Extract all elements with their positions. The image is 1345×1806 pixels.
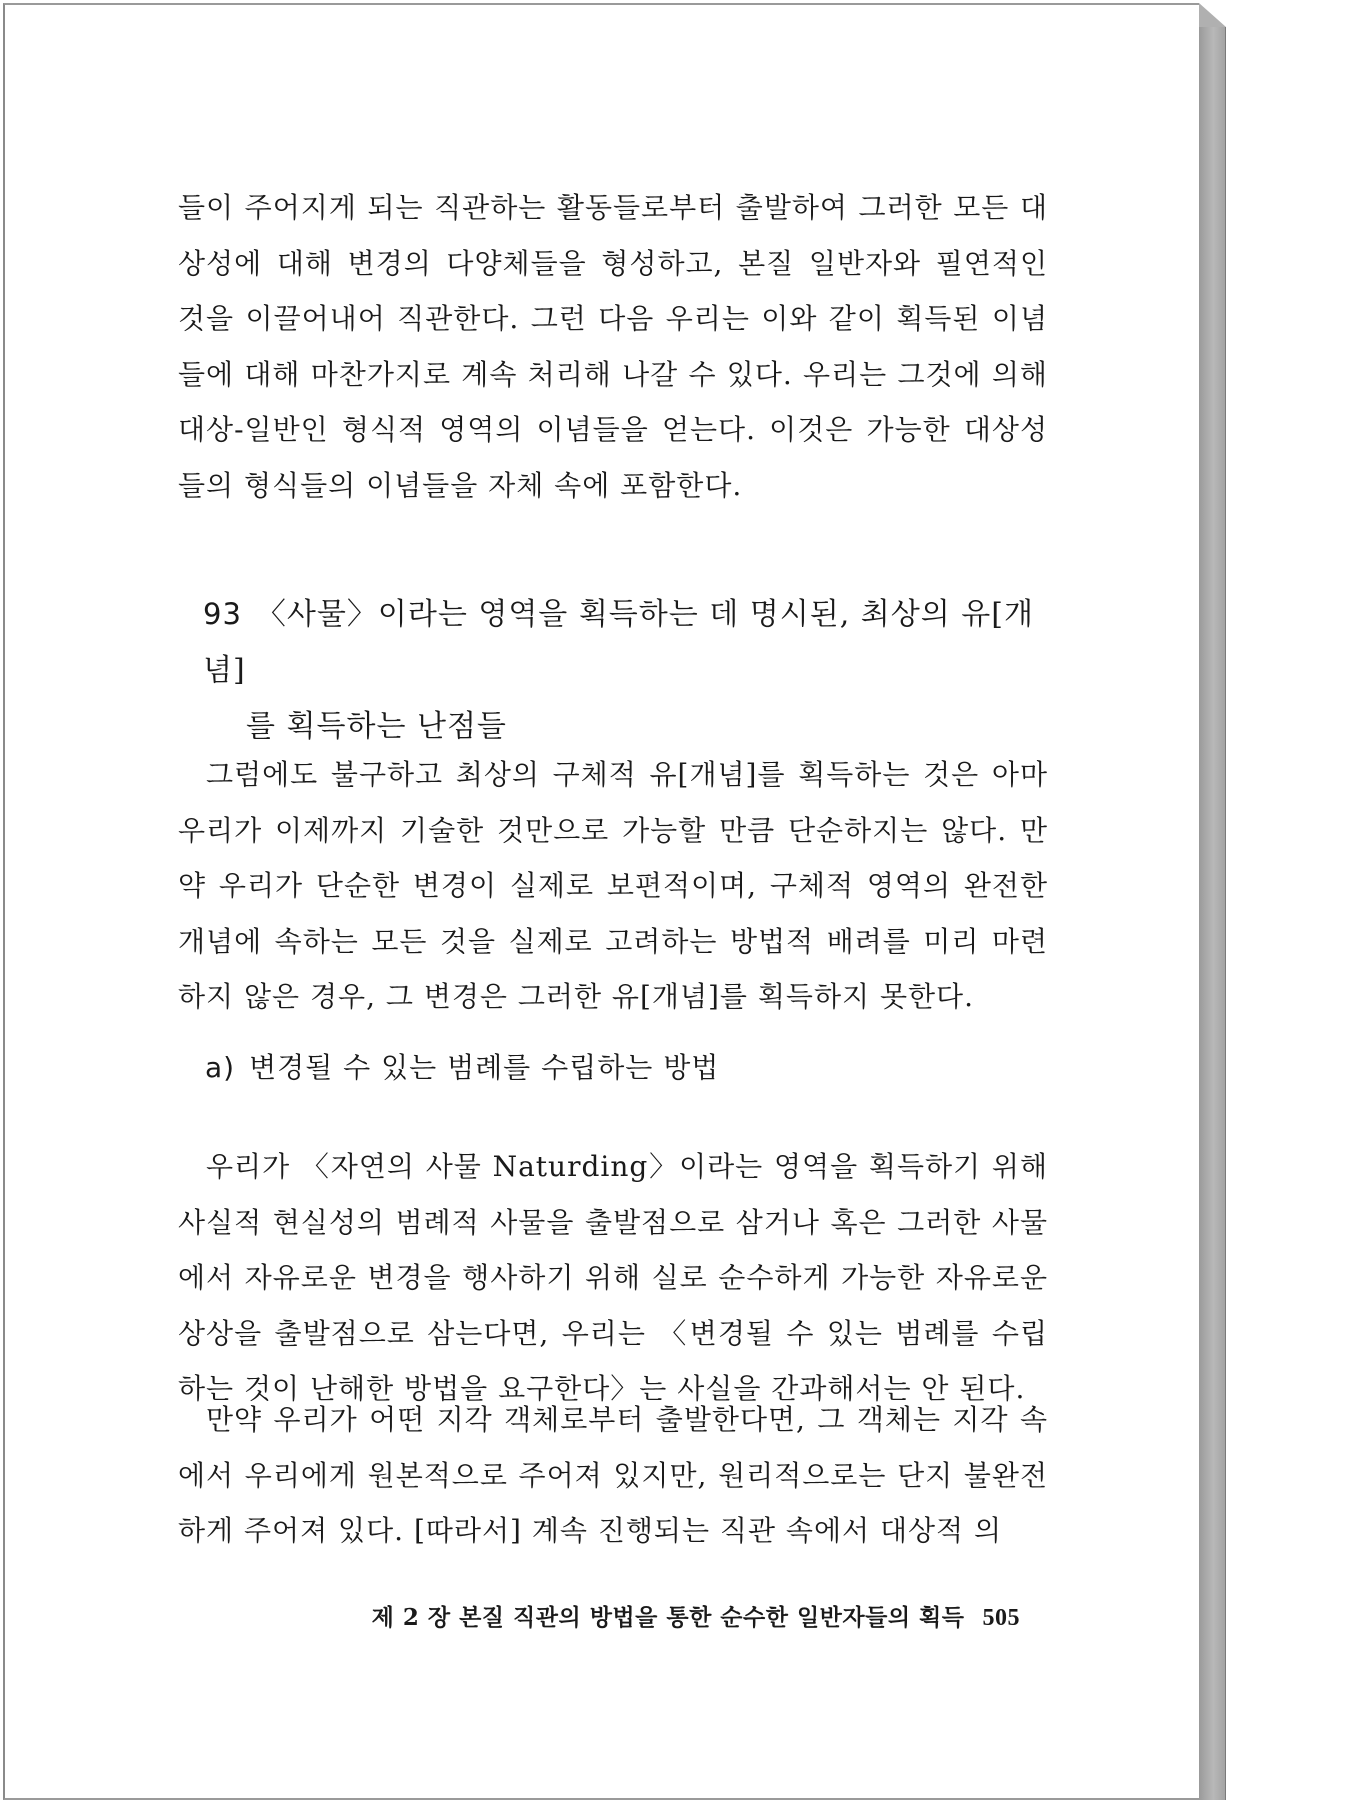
paragraph-subsection-body: 우리가 〈자연의 사물 Naturding〉이라는 영역을 획득하기 위해 사실적 현실성의 범례적 사물을 출발점으로 삼거나 혹은 그러한 사물에서 자유로운 변경을 행사하기 위해 실로 순수하게 가능한 자유로운 상상을 출발점으로 삼는다면, 우리는 〈변경될 수 있는 범례를 수립하는 것이 난해한 방법을 요구한다〉는 사실을 간과해서는 안 된다. bbox=[178, 1150, 1048, 1405]
subsection-label: a) bbox=[205, 1051, 236, 1084]
paragraph-section-intro: 그럼에도 불구하고 최상의 구체적 유[개념]를 획득하는 것은 아마 우리가 이제까지 기술한 것만으로 가능할 만큼 단순하지는 않다. 만약 우리가 단순한 변경이 실제로 보편적이며, 구체적 영역의 완전한 개념에 속하는 모든 것을 실제로 고려하는 방법적 배려를 미리 마련하지 않은 경우, 그 변경은 그러한 유[개념]를 획득하지 못한다. bbox=[178, 758, 1048, 1013]
section-number: 93 bbox=[203, 597, 242, 631]
subsection-title: 변경될 수 있는 범례를 수립하는 방법 bbox=[249, 1051, 720, 1084]
page-stack-edge bbox=[1199, 3, 1226, 1800]
running-footer bbox=[330, 1599, 1020, 1632]
section-title-line-1: 〈사물〉이라는 영역을 획득하는 데 명시된, 최상의 유[개념] bbox=[203, 597, 1034, 688]
paragraph-continued: 들이 주어지게 되는 직관하는 활동들로부터 출발하여 그러한 모든 대상성에 대해 변경의 다양체들을 형성하고, 본질 일반자와 필연적인 것을 이끌어내어 직관한다. 그런 다음 우리는 이와 같이 획득된 이념들에 대해 마찬가지로 계속 처리해 나갈 수 있다. 우리는 그것에 의해 대상-일반인 형식적 영역의 이념들을 얻는다. 이것은 가능한 대상성들의 형식들의 이념들을 자체 속에 포함한다. bbox=[178, 191, 1048, 502]
subsection-heading bbox=[205, 1040, 905, 1096]
page-stack-corner bbox=[1199, 3, 1226, 27]
section-heading bbox=[203, 586, 1063, 755]
running-head: 제 2 장 본질 직관의 방법을 통한 순수한 일반자들의 획득 bbox=[371, 1604, 965, 1631]
section-title-line-2: 를 획득하는 난점들 bbox=[246, 709, 507, 744]
page-number: 505 bbox=[982, 1605, 1020, 1631]
paragraph-perception: 만약 우리가 어떤 지각 객체로부터 출발한다면, 그 객체는 지각 속에서 우리에게 원본적으로 주어져 있지만, 원리적으로는 단지 불완전하게 주어져 있다. [따라서] 계속 진행되는 직관 속에서 대상적 의 bbox=[178, 1403, 1048, 1547]
